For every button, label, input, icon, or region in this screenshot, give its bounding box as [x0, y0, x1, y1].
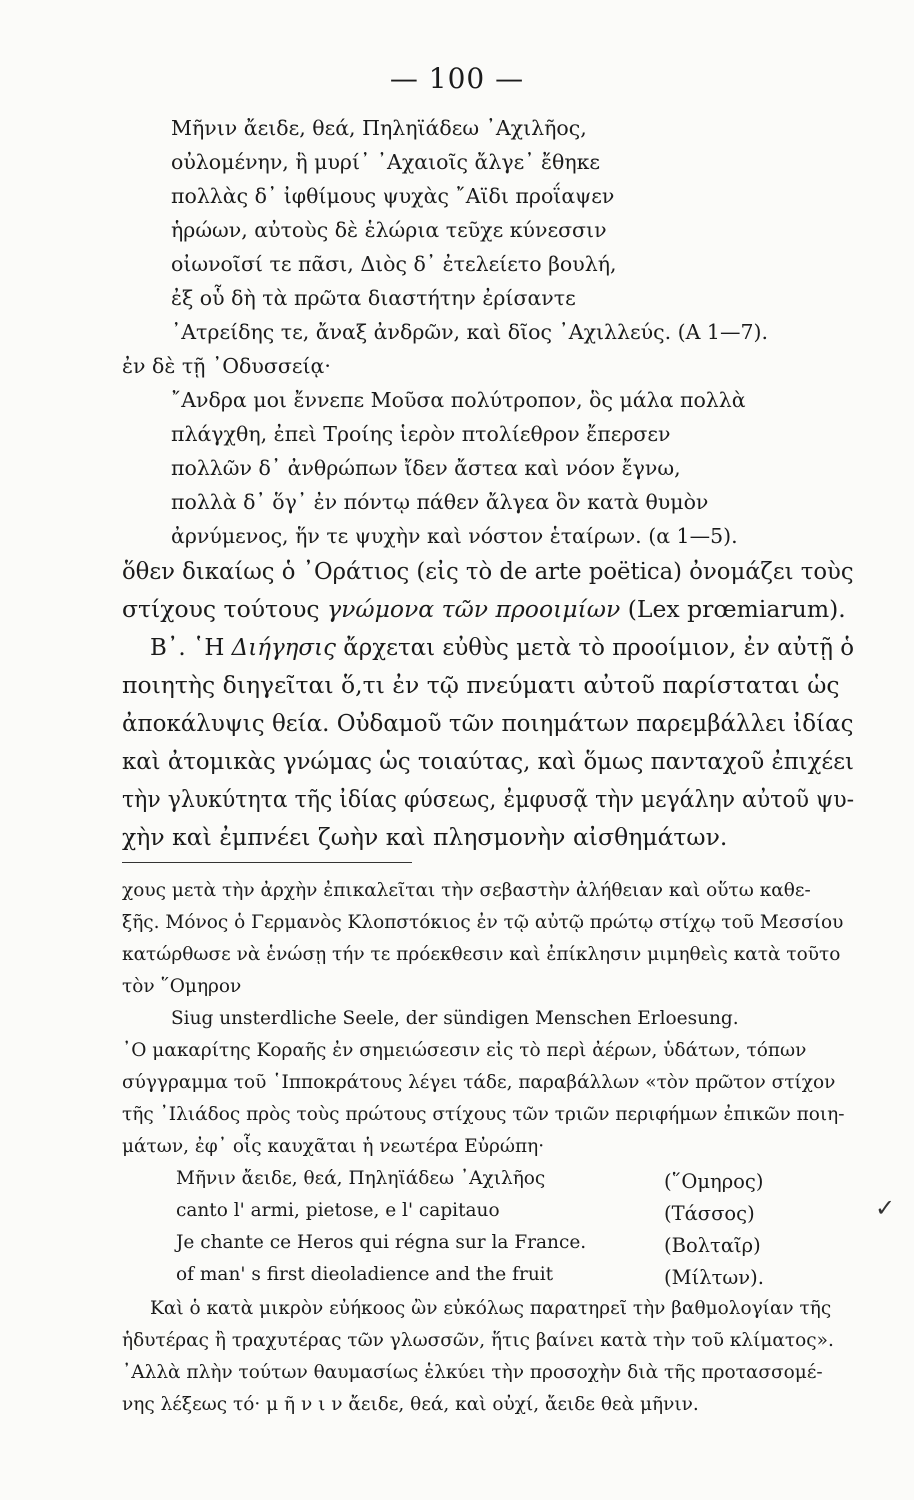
section-marker: Β᾿. ῾Η	[150, 633, 232, 661]
footnote-line: τὸν ῞Ομηρον	[122, 976, 242, 997]
body-line: ὅθεν δικαίως ὁ ᾿Οράτιος (εἰς τὸ de arte poëtica) ὀνομάζει τοὺς	[122, 557, 854, 585]
footnote-line: ᾿Ο μακαρίτης Κοραῆς ἐν σημειώσεσιν εἰς τὸ περὶ ἀέρων, ὑδάτων, τόπων	[122, 1040, 807, 1061]
footnote-line: μάτων, ἐφ᾿ οἷς καυχᾶται ἡ νεωτέρα Εὐρώπη·	[122, 1136, 545, 1157]
comparison-source: (Τάσσος)	[664, 1202, 755, 1225]
verse-line: ᾿Ατρείδης τε, ἄναξ ἀνδρῶν, καὶ δῖος ᾿Αχιλλεύς. (Α 1—7).	[171, 320, 769, 344]
verse-line: πολλὰς δ᾿ ἰφθίμους ψυχὰς ῎Αϊδι προΐαψεν	[171, 184, 615, 208]
footnote-line: Siug unsterdliche Seele, der sündigen Menschen Erloesung.	[171, 1008, 739, 1029]
verse-line: οὐλομένην, ἣ μυρί᾿ ᾿Αχαιοῖς ἄλγε᾿ ἔθηκε	[171, 150, 601, 174]
body-line	[122, 595, 846, 623]
verse-line: ῎Ανδρα μοι ἔννεπε Μοῦσα πολύτροπον, ὃς μάλα πολλὰ	[171, 388, 746, 412]
comparison-source: (Βολταῖρ)	[664, 1234, 761, 1257]
footnote-divider	[122, 862, 412, 863]
closing-line: ἡδυτέρας ἢ τραχυτέρας τῶν γλωσσῶν, ἥτις βαίνει κατὰ τὴν τοῦ κλίματος».	[122, 1330, 834, 1351]
comparison-line: Μῆνιν ἄειδε, θεά, Πηληϊάδεω ᾿Αχιλῆος	[176, 1168, 546, 1189]
margin-mark-icon: ✓	[875, 1194, 896, 1222]
body-line: ἀποκάλυψις θεία. Οὐδαμοῦ τῶν ποιημάτων παρεμβάλλει ἰδίας	[122, 709, 854, 737]
body-text-span: ἄρχεται εὐθὺς μετὰ τὸ προοίμιον, ἐν αὐτῇ ὁ	[335, 633, 855, 661]
comparison-line: of man' s first dieoladience and the fruit	[176, 1264, 554, 1285]
body-text-span: στίχους τούτους	[122, 595, 328, 623]
comparison-source: (Μίλτων).	[664, 1266, 764, 1289]
footnote-line: ξῆς. Μόνος ὁ Γερμανὸς Κλοπστόκιος ἐν τῷ αὐτῷ πρώτῳ στίχῳ τοῦ Μεσσίου	[122, 912, 844, 933]
verse-line: πολλῶν δ᾿ ἀνθρώπων ἴδεν ἄστεα καὶ νόον ἔγνω,	[171, 456, 681, 480]
footnote-line: χους μετὰ τὴν ἀρχὴν ἐπικαλεῖται τὴν σεβαστὴν ἀλήθειαν καὶ οὕτω καθε-	[122, 880, 811, 901]
comparison-line: canto l' armi, pietose, e l' capitauo	[176, 1200, 500, 1221]
closing-line: νης λέξεως τό· μ ῆ ν ι ν ἄειδε, θεά, καὶ οὐχί, ἄειδε θεὰ μῆνιν.	[122, 1394, 699, 1415]
page-number: — 100 —	[389, 62, 525, 95]
footnote-line: κατώρθωσε νὰ ἑνώσῃ τήν τε πρόεκθεσιν καὶ ἐπίκλησιν μιμηθεὶς κατὰ τοῦτο	[122, 944, 841, 965]
verse-line: πλάγχθη, ἐπεὶ Τροίης ἱερὸν πτολίεθρον ἔπερσεν	[171, 422, 671, 446]
closing-line: ᾿Αλλὰ πλὴν τούτων θαυμασίως ἑλκύει τὴν προσοχὴν διὰ τῆς προτασσομέ-	[122, 1362, 823, 1383]
body-text-span: (Lex prœmiarum).	[620, 595, 846, 623]
body-line: τὴν γλυκύτητα τῆς ἰδίας φύσεως, ἐμφυσᾷ τὴν μεγάλην αὐτοῦ ψυ-	[122, 785, 855, 813]
body-line: χὴν καὶ ἐμπνέει ζωὴν καὶ πλησμονὴν αἰσθημάτων.	[122, 823, 728, 851]
italic-term: Διήγησις	[231, 633, 336, 661]
verse-line: οἰωνοῖσί τε πᾶσι, Διὸς δ᾿ ἐτελείετο βουλή,	[171, 252, 617, 276]
verse-line: ἀρνύμενος, ἥν τε ψυχὴν καὶ νόστον ἑταίρων. (α 1—5).	[171, 524, 738, 548]
closing-line: Καὶ ὁ κατὰ μικρὸν εὐήκοος ὢν εὐκόλως παρατηρεῖ τὴν βαθμολογίαν τῆς	[150, 1298, 832, 1319]
verse-line: Μῆνιν ἄειδε, θεά, Πηληϊάδεω ᾿Αχιλῆος,	[171, 116, 587, 140]
comparison-source: (῞Ομηρος)	[664, 1170, 764, 1193]
comparison-line: Je chante ce Heros qui régna sur la France.	[176, 1232, 587, 1253]
italic-term: γνώμονα τῶν προοιμίων	[327, 595, 621, 623]
footnote-line: τῆς ᾿Ιλιάδος πρὸς τοὺς πρώτους στίχους τῶν τριῶν περιφήμων ἐπικῶν ποιη-	[122, 1104, 845, 1125]
body-line	[150, 633, 855, 661]
verse-line: ἡρώων, αὐτοὺς δὲ ἑλώρια τεῦχε κύνεσσιν	[171, 218, 607, 242]
footnote-line: σύγγραμμα τοῦ ῾Ιπποκράτους λέγει τάδε, παραβάλλων «τὸν πρῶτον στίχον	[122, 1072, 836, 1093]
odyssey-intro: ἐν δὲ τῇ ᾿Οδυσσείᾳ·	[122, 354, 331, 378]
verse-line: ἐξ οὗ δὴ τὰ πρῶτα διαστήτην ἐρίσαντε	[171, 286, 576, 310]
verse-line: πολλὰ δ᾿ ὅγ᾿ ἐν πόντῳ πάθεν ἄλγεα ὃν κατὰ θυμὸν	[171, 490, 709, 514]
body-line: καὶ ἀτομικὰς γνώμας ὡς τοιαύτας, καὶ ὅμως πανταχοῦ ἐπιχέει	[122, 747, 855, 775]
body-line: ποιητὴς διηγεῖται ὅ,τι ἐν τῷ πνεύματι αὐτοῦ παρίσταται ὡς	[122, 671, 840, 699]
